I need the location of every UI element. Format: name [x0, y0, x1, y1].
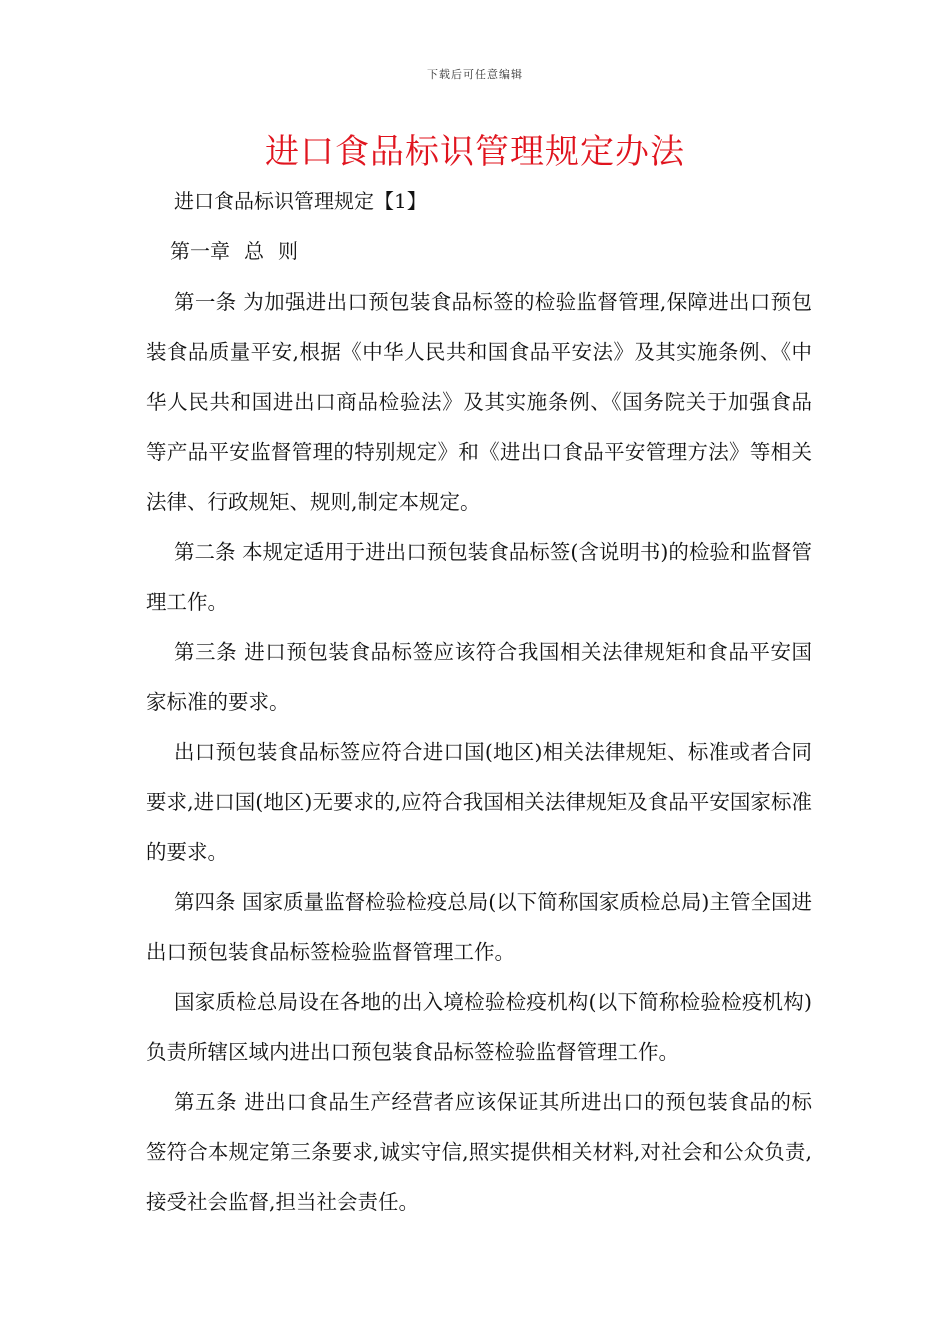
article-2-paragraph: 第二条 本规定适用于进出口预包装食品标签(含说明书)的检验和监督管理工作。 — [146, 540, 812, 614]
article-1-paragraph: 第一条 为加强进出口预包装食品标签的检验监督管理,保障进出口预包装食品质量平安,根据《中华人民共和国食品平安法》及其实施条例、《中华人民共和国进出口商品检验法》及其实施条例、《国务院关于加强食品等产品平安监督管理的特别规定》和《进出口食品平安管理方法》等相关法律、行政规矩、规则,制定本规定。 — [146, 290, 812, 514]
chapter-number: 第一章 — [170, 239, 230, 263]
chapter-name-part2: 则 — [278, 239, 298, 263]
chapter-name-part1: 总 — [244, 239, 264, 263]
section-subtitle: 进口食品标识管理规定【1】 — [174, 189, 427, 213]
article-3-export-paragraph: 出口预包装食品标签应符合进口国(地区)相关法律规矩、标准或者合同要求,进口国(地区)无要求的,应符合我国相关法律规矩及食品平安国家标准的要求。 — [146, 740, 812, 864]
header-note: 下载后可任意编辑 — [427, 68, 523, 81]
article-5-paragraph: 第五条 进出口食品生产经营者应该保证其所进出口的预包装食品的标签符合本规定第三条要求,诚实守信,照实提供相关材料,对社会和公众负责,接受社会监督,担当社会责任。 — [146, 1090, 812, 1214]
article-4-inspection-paragraph: 国家质检总局设在各地的出入境检验检疫机构(以下简称检验检疫机构)负责所辖区域内进出口预包装食品标签检验监督管理工作。 — [146, 990, 812, 1064]
chapter-heading — [170, 236, 312, 266]
document-title: 进口食品标识管理规定办法 — [265, 132, 685, 172]
article-3-paragraph: 第三条 进口预包装食品标签应该符合我国相关法律规矩和食品平安国家标准的要求。 — [146, 640, 812, 714]
article-4-paragraph: 第四条 国家质量监督检验检疫总局(以下简称国家质检总局)主管全国进出口预包装食品标签检验监督管理工作。 — [146, 890, 812, 964]
